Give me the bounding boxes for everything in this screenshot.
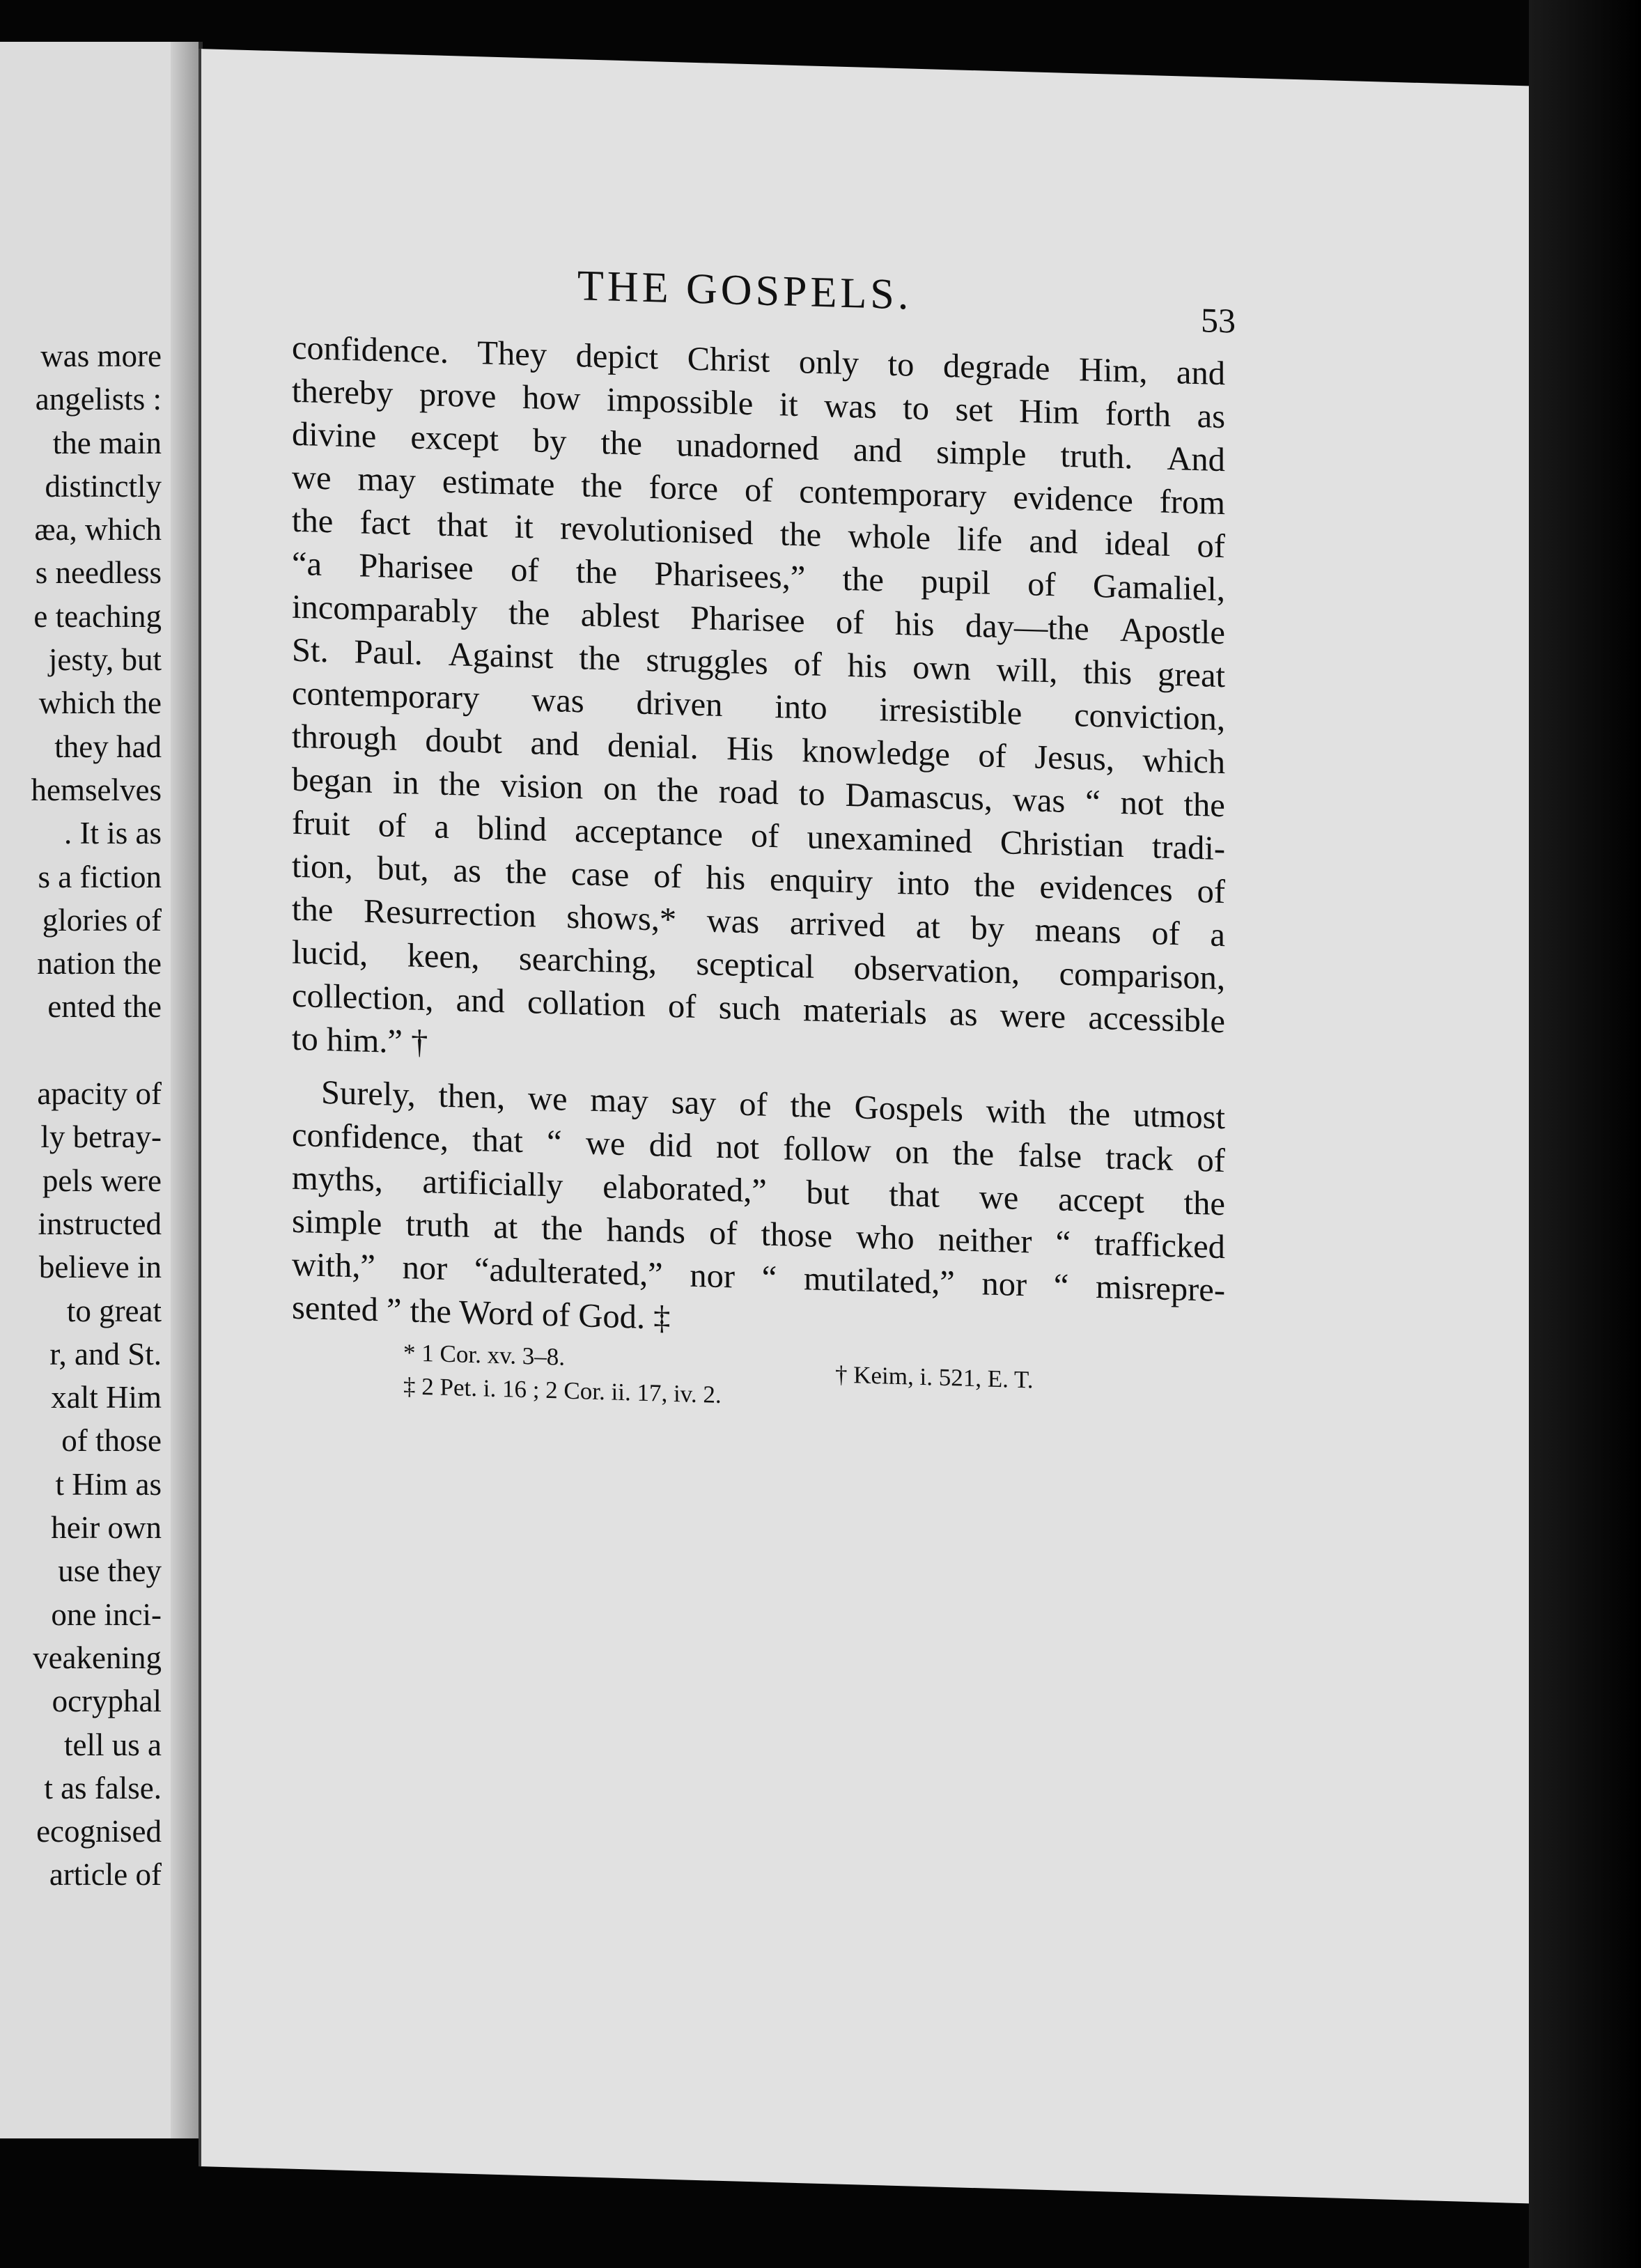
word: conviction, xyxy=(1074,697,1225,738)
left-page-line: xalt Him xyxy=(51,1380,162,1415)
left-page-line: tell us a xyxy=(64,1727,162,1762)
text-line: sented ” the Word of God. ‡ xyxy=(292,1289,671,1337)
left-page-line: use they xyxy=(58,1553,162,1589)
word: contemporary xyxy=(292,674,480,717)
word: road xyxy=(718,772,779,812)
word: we xyxy=(527,1080,568,1118)
page-gutter xyxy=(171,42,199,2138)
word: St. xyxy=(292,631,329,670)
word: the xyxy=(439,765,481,804)
word: only xyxy=(798,343,860,382)
word: “a xyxy=(292,545,322,583)
left-page-line: t as false. xyxy=(44,1770,162,1805)
word: revolutionised xyxy=(560,509,754,552)
word: of xyxy=(978,737,1006,775)
word: arrived xyxy=(789,904,886,945)
word: confidence, xyxy=(292,1116,449,1158)
word: simple xyxy=(292,1202,382,1243)
footnote-double-dagger: ‡ 2 Pet. i. 16 ; 2 Cor. ii. 17, iv. 2. xyxy=(403,1372,722,1408)
word: nor xyxy=(402,1249,448,1287)
word: own xyxy=(912,648,971,688)
word: Damascus, xyxy=(845,776,993,818)
word: misrepre- xyxy=(1096,1268,1225,1310)
word: the xyxy=(974,867,1016,905)
word: enquiry xyxy=(769,860,873,901)
footnote-star: * 1 Cor. xv. 3–8. xyxy=(403,1339,566,1371)
word: evidences xyxy=(1039,868,1173,910)
word: was xyxy=(1012,781,1066,820)
word: His xyxy=(726,730,774,769)
word: prove xyxy=(419,375,497,415)
word: comparison, xyxy=(1059,955,1225,997)
word: ablest xyxy=(580,596,660,636)
word: and xyxy=(1176,354,1225,393)
word: the xyxy=(581,467,623,505)
word: Pharisee xyxy=(690,599,805,640)
word: of xyxy=(739,1085,768,1124)
word: into xyxy=(775,688,827,727)
word: the xyxy=(1183,786,1225,825)
word: means xyxy=(1034,911,1121,952)
left-page-line: believe in xyxy=(38,1250,162,1285)
word: whole xyxy=(848,518,931,557)
word: “ xyxy=(1053,1267,1069,1305)
word: degrade xyxy=(942,347,1050,388)
word: unexamined xyxy=(807,818,972,861)
left-page-line: the main xyxy=(52,425,162,460)
left-page-line: distinctly xyxy=(45,468,162,504)
word: on xyxy=(895,1133,929,1172)
word: They xyxy=(477,334,547,373)
left-facing-page xyxy=(0,42,203,2138)
word: from xyxy=(1159,483,1225,522)
word: forth xyxy=(1105,395,1172,434)
word: Apostle xyxy=(1120,611,1225,652)
word: a xyxy=(1210,916,1225,954)
word: with,” xyxy=(292,1245,375,1286)
word: of xyxy=(1197,527,1225,566)
body-text xyxy=(292,327,1225,1356)
word: Christ xyxy=(687,340,770,380)
word: divine xyxy=(292,415,377,456)
left-page-line: article of xyxy=(49,1857,162,1893)
left-page-line: ly betray- xyxy=(40,1119,162,1155)
word: did xyxy=(648,1126,692,1165)
word: follow xyxy=(783,1130,871,1170)
word: estimate xyxy=(442,463,555,504)
word: contemporary xyxy=(799,473,987,515)
word: life xyxy=(957,520,1003,559)
word: collation xyxy=(527,984,646,1024)
word: the xyxy=(1183,1184,1225,1223)
word: sceptical xyxy=(696,945,815,986)
word: the xyxy=(505,853,547,892)
word: who xyxy=(856,1218,915,1257)
left-page-line: of those xyxy=(61,1423,162,1459)
word: how xyxy=(522,378,581,418)
word: say xyxy=(671,1083,717,1122)
word: elaborated,” xyxy=(602,1168,767,1210)
word: his xyxy=(706,859,746,897)
word: of xyxy=(744,471,773,510)
word: his xyxy=(847,647,887,685)
running-head: THE GOSPELS. xyxy=(577,262,912,319)
word: at xyxy=(493,1208,518,1246)
paragraph-2 xyxy=(292,1071,1225,1356)
word: but xyxy=(806,1174,850,1213)
word: And xyxy=(1167,440,1225,479)
word: accessible xyxy=(1088,999,1225,1041)
word: but, xyxy=(377,850,429,889)
word: of xyxy=(1197,1142,1225,1180)
word: then, xyxy=(438,1077,506,1117)
word: lucid, xyxy=(292,933,368,973)
left-page-line: angelists : xyxy=(35,382,162,417)
word: his xyxy=(894,605,935,644)
word: depict xyxy=(575,337,659,377)
word: “ xyxy=(1055,1224,1071,1261)
word: observation, xyxy=(853,949,1020,991)
left-page-line: æa, which xyxy=(34,512,162,547)
word: blind xyxy=(477,809,547,848)
word: driven xyxy=(636,684,723,724)
left-page-line: r, and St. xyxy=(49,1336,162,1372)
word: not xyxy=(716,1128,759,1167)
word: unadorned xyxy=(676,426,819,467)
word: struggles xyxy=(646,641,768,682)
word: pupil xyxy=(921,562,990,602)
word: “adulterated,” xyxy=(474,1251,663,1294)
left-page-line: . It is as xyxy=(64,816,162,851)
word: vision xyxy=(500,767,584,807)
word: may xyxy=(357,460,416,499)
word: of xyxy=(1027,566,1056,604)
word: Jesus, xyxy=(1034,738,1114,778)
left-page-line: jesty, but xyxy=(48,642,162,678)
word: nor xyxy=(981,1265,1027,1304)
text-line: to him.” † xyxy=(292,1020,428,1062)
paragraph-1 xyxy=(292,327,1225,1087)
word: Gamaliel, xyxy=(1093,567,1225,609)
word: Resurrection xyxy=(363,892,536,935)
word: Paul. xyxy=(354,633,423,672)
word: was xyxy=(531,681,584,720)
word: Gospels xyxy=(854,1089,963,1129)
left-page-line: s a fiction xyxy=(38,859,162,894)
word: truth xyxy=(405,1206,470,1245)
word: may xyxy=(590,1081,648,1121)
word: those xyxy=(761,1215,833,1255)
word: simple xyxy=(936,433,1027,474)
word: materials xyxy=(802,991,927,1032)
word: as xyxy=(1197,398,1225,436)
word: the xyxy=(952,1135,995,1173)
word: and xyxy=(853,431,902,470)
word: case xyxy=(570,855,630,894)
word: and xyxy=(1029,522,1078,561)
left-page-line: ocryphal xyxy=(52,1684,162,1719)
word: the xyxy=(657,771,699,810)
left-page-line: glories of xyxy=(42,902,162,938)
word: nor xyxy=(690,1257,735,1296)
left-page-line: apacity of xyxy=(37,1076,162,1112)
left-page-line: they had xyxy=(54,729,162,764)
word: shows,* xyxy=(566,898,677,939)
word: we xyxy=(979,1179,1019,1217)
word: except xyxy=(410,419,499,459)
word: and xyxy=(530,724,580,763)
word: the xyxy=(508,594,550,633)
word: impossible xyxy=(607,381,754,423)
word: this xyxy=(1083,653,1133,692)
left-page-text xyxy=(0,334,162,1897)
word: such xyxy=(718,988,781,1028)
word: the xyxy=(575,553,618,591)
page-number: 53 xyxy=(1201,300,1236,341)
word: to xyxy=(903,389,929,428)
left-page-line: veakening xyxy=(33,1640,162,1675)
left-page-line: was more xyxy=(40,339,162,373)
word: into xyxy=(897,864,950,903)
word: of xyxy=(709,1214,738,1252)
word: on xyxy=(603,770,637,808)
word: thereby xyxy=(292,372,394,412)
word: began xyxy=(292,761,373,800)
word: we xyxy=(585,1124,625,1163)
left-page-line: s needless xyxy=(35,555,162,591)
word: accept xyxy=(1058,1181,1144,1220)
word: of xyxy=(1151,915,1180,953)
word: “ xyxy=(761,1259,777,1297)
word: of xyxy=(511,551,539,589)
word: as xyxy=(949,995,978,1034)
word: knowledge xyxy=(802,732,950,774)
scan-border xyxy=(1529,0,1641,2268)
word: searching, xyxy=(518,940,657,981)
word: Surely, xyxy=(321,1073,416,1114)
word: Against xyxy=(448,636,554,676)
word: set xyxy=(955,391,993,429)
left-page-line: t Him as xyxy=(55,1466,162,1502)
word: it xyxy=(514,508,534,546)
word: and xyxy=(456,981,505,1020)
word: track xyxy=(1105,1139,1174,1179)
word: myths, xyxy=(292,1159,383,1199)
word: the xyxy=(842,560,884,599)
word: the xyxy=(600,424,642,463)
left-page-line: ecognised xyxy=(36,1814,162,1849)
word: of xyxy=(751,817,779,855)
word: at xyxy=(915,908,940,946)
word: fact xyxy=(359,504,411,543)
word: Him, xyxy=(1079,351,1148,391)
word: it xyxy=(779,386,798,424)
word: incomparably xyxy=(292,588,478,631)
word: mutilated,” xyxy=(803,1260,955,1302)
word: Him xyxy=(1018,392,1080,432)
word: utmost xyxy=(1133,1096,1225,1137)
word: by xyxy=(533,422,567,460)
word: Pharisee xyxy=(359,547,474,588)
word: the xyxy=(779,515,822,554)
word: fruit xyxy=(292,804,350,844)
word: “ xyxy=(547,1123,562,1161)
word: truth. xyxy=(1060,437,1133,476)
word: great xyxy=(1158,655,1225,695)
word: was xyxy=(706,902,760,941)
word: as xyxy=(453,852,481,890)
word: collection, xyxy=(292,977,434,1018)
word: of xyxy=(1197,873,1225,911)
word: were xyxy=(1000,997,1066,1036)
word: that xyxy=(472,1121,523,1160)
left-page-line: heir own xyxy=(51,1510,162,1546)
word: tion, xyxy=(292,847,353,887)
word: of xyxy=(653,857,682,896)
left-page-line xyxy=(0,1029,162,1072)
word: a xyxy=(434,808,449,846)
word: the xyxy=(790,1087,832,1126)
word: irresistible xyxy=(879,691,1022,733)
word: of xyxy=(836,603,864,642)
word: tradi- xyxy=(1151,828,1225,868)
word: day—the xyxy=(965,607,1089,648)
word: to xyxy=(887,345,915,384)
word: Christian xyxy=(1000,824,1124,865)
word: the xyxy=(292,502,334,541)
word: with xyxy=(986,1092,1046,1131)
word: keen, xyxy=(407,937,480,977)
word: false xyxy=(1018,1136,1082,1176)
word: the xyxy=(292,890,334,929)
word: force xyxy=(648,469,719,508)
word: denial. xyxy=(607,727,699,767)
left-page-line: nation the xyxy=(37,946,162,981)
word: Pharisees,” xyxy=(654,555,806,597)
word: to xyxy=(798,775,825,814)
left-page-line: hemselves xyxy=(31,772,162,807)
word: in xyxy=(392,763,419,802)
word: through xyxy=(292,717,397,758)
word: trafficked xyxy=(1094,1225,1225,1266)
word: that xyxy=(889,1176,940,1215)
word: the xyxy=(1068,1094,1111,1133)
main-page xyxy=(199,49,1532,2203)
word: not xyxy=(1120,784,1164,823)
left-page-line: which the xyxy=(38,685,162,721)
word: of xyxy=(668,987,697,1025)
footnote-dagger: † Keim, i. 521, E. T. xyxy=(835,1360,1034,1394)
left-page-line: pels were xyxy=(42,1163,162,1198)
word: doubt xyxy=(425,722,502,761)
word: evidence xyxy=(1013,479,1133,520)
left-page-line: ented the xyxy=(47,989,162,1025)
word: artificially xyxy=(422,1163,563,1204)
word: we xyxy=(292,458,332,497)
word: will, xyxy=(996,651,1058,690)
word: that xyxy=(437,506,488,545)
word: of xyxy=(793,645,822,683)
word: neither xyxy=(938,1220,1032,1261)
left-page-line: one inci- xyxy=(51,1597,162,1632)
word: confidence. xyxy=(292,329,449,371)
word: the xyxy=(579,639,621,678)
left-page-line: e teaching xyxy=(33,598,162,634)
word: “ xyxy=(1085,783,1101,821)
word: was xyxy=(824,387,877,426)
left-page-line: instructed xyxy=(38,1206,162,1241)
word: of xyxy=(378,807,407,845)
word: acceptance xyxy=(575,812,723,854)
word: which xyxy=(1142,741,1225,782)
word: hands xyxy=(606,1211,685,1251)
word: ideal xyxy=(1104,525,1171,564)
word: the xyxy=(541,1209,583,1248)
word: by xyxy=(970,909,1005,948)
left-page-line: to great xyxy=(66,1293,162,1328)
